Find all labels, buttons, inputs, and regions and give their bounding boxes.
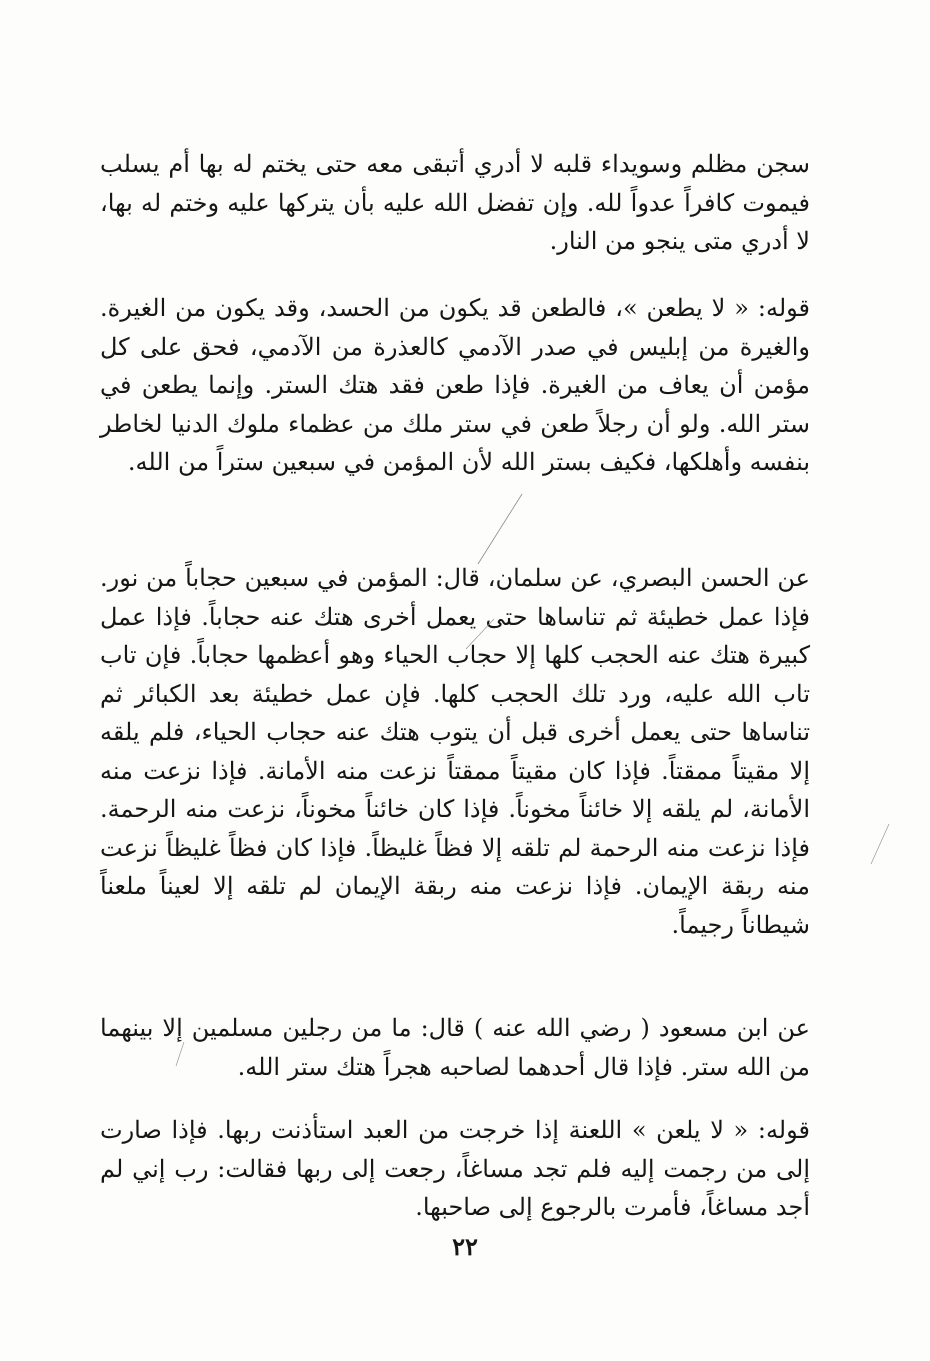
- page-number: ٢٢: [452, 1232, 478, 1261]
- scan-scratch-mark: [470, 490, 530, 570]
- scan-scratch-mark: [865, 820, 895, 870]
- paragraph-5: قوله: « لا يلعن » اللعنة إذا خرجت من العبد استأذنت ربها. فإذا صارت إلى من رجمت إليه فلم تجد مساغاً، رجعت إلى ربها فقالت: رب إني لم أجد مساغاً، فأمرت بالرجوع إلى صاحبها.: [100, 1116, 811, 1221]
- paragraph-1: سجن مظلم وسويداء قلبه لا أدري أتبقى معه حتى يختم له بها أم يسلب فيموت كافراً عدواً لله. وإن تفضل الله عليه بأن يتركها عليه وختم له بها، لا أدري متى ينجو من النار.: [100, 150, 810, 255]
- paragraph-3: عن الحسن البصري، عن سلمان، قال: المؤمن في سبعين حجاباً من نور. فإذا عمل خطيئة ثم تناساها حتى يعمل أخرى هتك عنه حجاباً. فإذا عمل كبيرة هتك عنه الحجب كلها إلا حجاب الحياء وهو أعظمها حجاباً. فإن تاب تاب الله عليه، ورد تلك الحجب كلها. فإن عمل خطيئة بعد الكبائر ثم تناساها حتى يعمل أخرى قبل أن يتوب هتك عنه حجاب الحياء، فلم يلقه إلا مقيتاً ممقتاً. فإذا كان مقيتاً ممقتاً نزعت منه الأمانة. فإذا نزعت منه الأمانة، لم يلقه إلا خائناً مخوناً. فإذا كان خائناً مخوناً، نزعت منه الرحمة. فإذا نزعت منه الرحمة لم تلقه إلا فظاً غليظاً. فإذا كان فظاً غليظاً نزعت منه ربقة الإيمان. فإذا نزعت منه ربقة الإيمان لم تلقه إلا لعيناً ملعناً شيطاناً رجيماً.: [100, 564, 810, 939]
- paragraph-2: قوله: « لا يطعن »، فالطعن قد يكون من الحسد، وقد يكون من الغيرة. والغيرة من إبليس في صدر الآدمي كالعذرة من الآدمي، فحق على كل مؤمن أن يعاف من الغيرة. فإذا طعن فقد هتك الستر. وإنما يطعن في ستر الله. ولو أن رجلاً طعن في ستر ملك من عظماء ملوك الدنيا لخاطر بنفسه وأهلكها، فكيف بستر الله لأن المؤمن في سبعين ستراً من الله.: [100, 294, 811, 476]
- paragraph-4: عن ابن مسعود ( رضي الله عنه ) قال: ما من رجلين مسلمين إلا بينهما من الله ستر. فإذا قال أحدهما لصاحبه هجراً هتك ستر الله.: [100, 1014, 810, 1081]
